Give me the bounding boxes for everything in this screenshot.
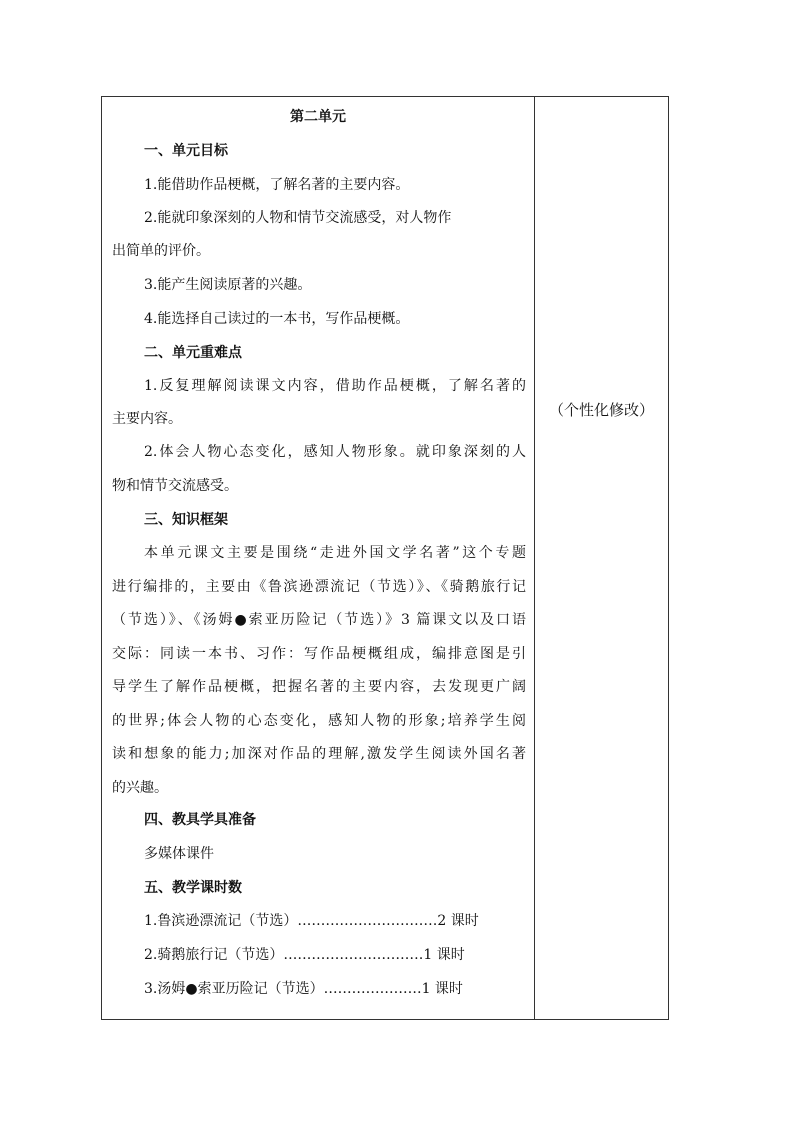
main-content-cell: [102, 97, 534, 1019]
framework-line: 交际：同读一本书、习作：写作品梗概组成，编排意图是引: [112, 646, 526, 662]
materials-text: 多媒体课件: [144, 846, 214, 862]
framework-line: 的兴趣。: [112, 780, 168, 796]
framework-line: 本单元课文主要是围绕“走进外国文学名著”这个专题: [144, 545, 526, 561]
period-item: 3.汤姆●索亚历险记（节选）…………………1 课时: [144, 981, 463, 997]
period-item: 2.骑鹅旅行记（节选）…………………………1 课时: [144, 947, 465, 963]
personalization-cell: [535, 97, 668, 1019]
personalization-note: （个性化修改）: [548, 401, 654, 419]
goal-item: 2.能就印象深刻的人物和情节交流感受，对人物作: [144, 210, 452, 226]
key-point-line: 物和情节交流感受。: [112, 478, 238, 494]
period-item: 1.鲁滨逊漂流记（节选）…………………………2 课时: [144, 913, 479, 929]
framework-line: 读和想象的能力;加深对作品的理解,激发学生阅读外国名著: [112, 746, 526, 762]
key-point-line: 2.体会人物心态变化，感知人物形象。就印象深刻的人: [144, 444, 526, 460]
goal-item-continued: 出简单的评价。: [112, 243, 210, 259]
section-heading-periods: 五、教学课时数: [144, 880, 242, 896]
section-heading-key-points: 二、单元重难点: [144, 345, 242, 361]
key-point-line: 1.反复理解阅读课文内容，借助作品梗概，了解名著的: [144, 378, 526, 394]
framework-line: 进行编排的，主要由《鲁滨逊漂流记（节选）》、《骑鹅旅行记: [112, 579, 526, 595]
framework-line: （节选）》、《汤姆●索亚历险记（节选）》3 篇课文以及口语: [112, 612, 526, 628]
framework-line: 的世界;体会人物的心态变化，感知人物的形象;培养学生阅: [112, 713, 526, 729]
unit-title: 第二单元: [290, 109, 346, 125]
framework-line: 导学生了解作品梗概，把握名著的主要内容，去发现更广阔: [112, 679, 526, 695]
section-heading-goals: 一、单元目标: [144, 143, 228, 159]
lesson-plan-table: [101, 96, 669, 1020]
goal-item: 3.能产生阅读原著的兴趣。: [144, 277, 312, 293]
goal-item: 4.能选择自己读过的一本书，写作品梗概。: [144, 311, 410, 327]
section-heading-materials: 四、教具学具准备: [144, 812, 256, 828]
section-heading-framework: 三、知识框架: [144, 512, 228, 528]
key-point-line: 主要内容。: [112, 411, 182, 427]
goal-item: 1.能借助作品梗概，了解名著的主要内容。: [144, 177, 410, 193]
